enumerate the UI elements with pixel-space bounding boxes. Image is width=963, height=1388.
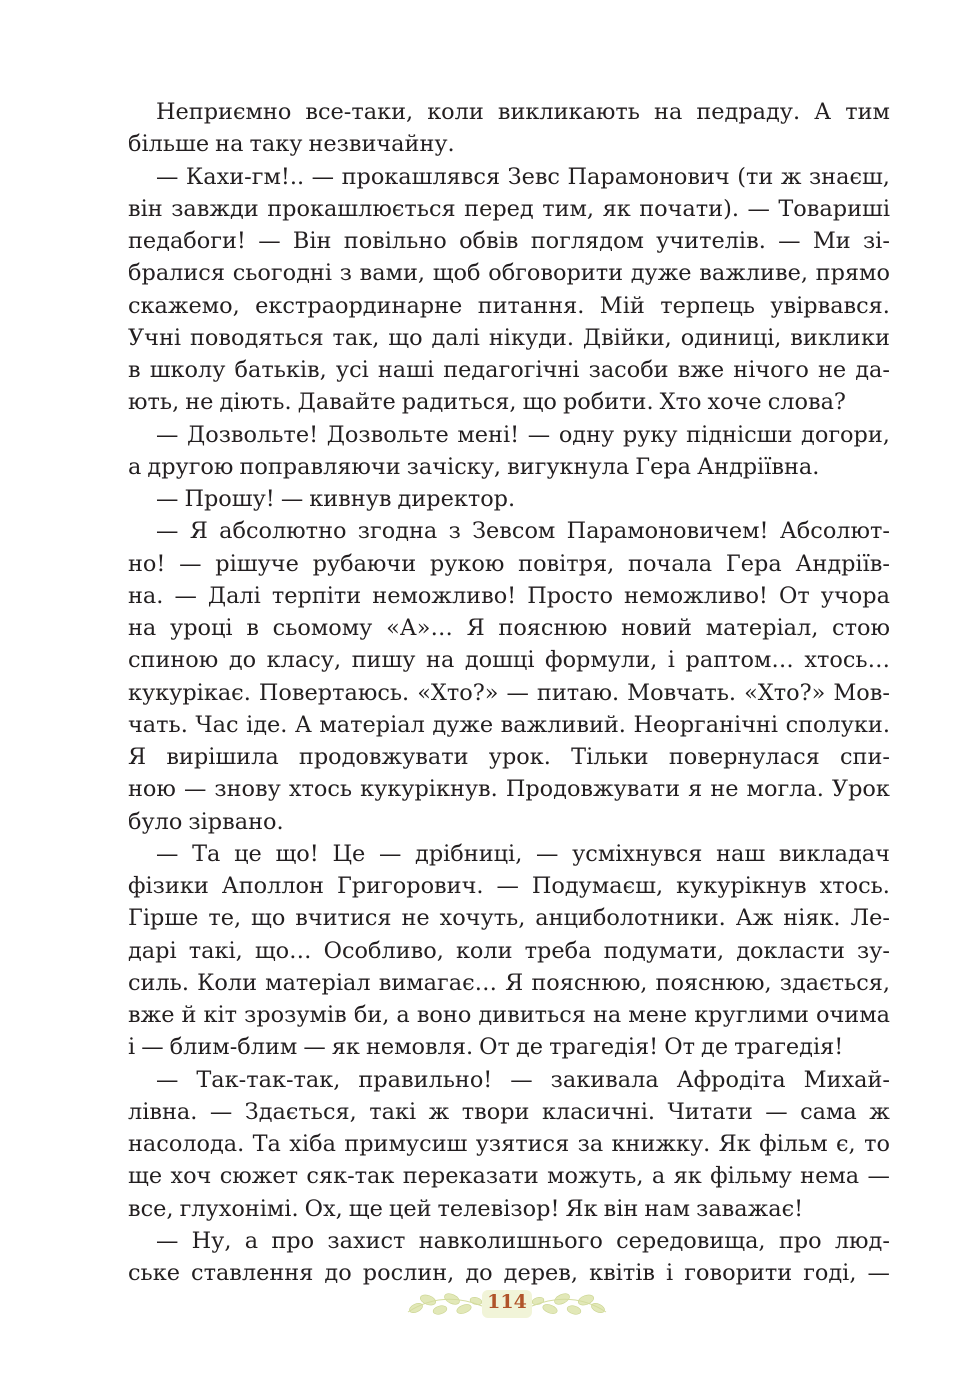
- text-line: в школу батьків, усі наші педагогічні засоби вже нічого не да-: [128, 357, 890, 383]
- text-line: педабоги! — Він повільно обвів поглядом учителів. — Ми зі-: [128, 228, 890, 254]
- text-line: силь. Коли матеріал вимагає… Я пояснюю, пояснюю, здається,: [128, 969, 890, 996]
- text-line: ське ставлення до рослин, до дерев, квітів і говорити годі, —: [128, 1260, 890, 1286]
- text-line: ною — знову хтось кукурікнув. Продовжувати я не могла. Урок: [128, 776, 890, 803]
- text-line: дарі такі, що… Особливо, коли треба подумати, докласти зу-: [128, 937, 890, 964]
- text-line: — Ну, а про захист навколишнього середовища, про люд-: [156, 1227, 890, 1254]
- text-line: на. — Далі терпіти неможливо! Просто неможливо! От учора: [128, 582, 890, 609]
- text-line: — Дозвольте! Дозвольте мені! — одну руку піднісши догори,: [156, 421, 890, 448]
- text-line: скажемо, екстраординарне питання. Мій терпець увірвався.: [128, 292, 890, 319]
- page-number: 114: [487, 1291, 527, 1313]
- text-line: Учні поводяться так, що далі нікуди. Двійки, одиниці, виклики: [128, 324, 890, 351]
- text-line: він завжди прокашлюється перед тим, як почати). — Товариші: [128, 195, 890, 222]
- text-line: — Кахи-гм!.. — прокашлявся Зевс Парамонович (ти ж знаєш,: [156, 163, 890, 190]
- text-line: — Та це що! Це — дрібниці, — усміхнувся наш викладач: [156, 840, 890, 867]
- text-line: бралися сьогодні з вами, щоб обговорити дуже важливе, прямо: [128, 260, 890, 287]
- text-line: — Так-так-так, правильно! — закивала Афродіта Михай-: [156, 1066, 890, 1093]
- text-line: кукурікає. Повертаюсь. «Хто?» — питаю. Мовчать. «Хто?» Мов-: [128, 679, 890, 706]
- text-line: Я вирішила продовжувати урок. Тільки повернулася спи-: [128, 744, 890, 770]
- text-line: насолода. Та хіба примусиш узятися за книжку. Як фільм є, то: [128, 1131, 890, 1157]
- text-line: ще хоч сюжет сяк-так переказати можуть, а як фільму нема —: [128, 1163, 890, 1190]
- text-line: но! — рішуче рубаючи рукою повітря, почала Гера Андріїв-: [128, 550, 890, 577]
- page-footer: [402, 1282, 612, 1326]
- text-line: спиною до класу, пишу на дошці формули, і раптом… хтось…: [128, 647, 890, 674]
- text-line: і — блим-блим — як немовля. От де трагедія! От де трагедія!: [128, 1034, 844, 1061]
- text-line: — Я абсолютно згодна з Зевсом Парамоновичем! Абсолют-: [156, 518, 890, 545]
- text-line: все, глухонімі. Ох, ще цей телевізор! Як він нам заважає!: [128, 1195, 804, 1222]
- page-text: [128, 96, 890, 1289]
- text-line: ють, не діють. Давайте радиться, що робити. Хто хоче слова?: [128, 389, 846, 416]
- text-line: лівна. — Здається, такі ж твори класичні. Читати — сама ж: [128, 1098, 890, 1125]
- text-line: чать. Час іде. А матеріал дуже важливий. Неорганічні сполуки.: [128, 711, 890, 738]
- text-line: було зірвано.: [128, 808, 284, 835]
- text-line: на уроці в сьомому «А»… Я пояснюю новий матеріал, стою: [128, 615, 890, 641]
- text-line: — Прошу! — кивнув директор.: [156, 486, 516, 512]
- text-line: більше на таку незвичайну.: [128, 131, 455, 158]
- text-line: фізики Аполлон Григорович. — Подумаєш, кукурікнув хтось.: [128, 873, 890, 899]
- text-line: Гірше те, що вчитися не хочуть, анциболотники. Аж ніяк. Ле-: [128, 905, 890, 932]
- text-line: вже й кіт зрозумів би, а воно дивиться на мене круглими очима: [128, 1002, 890, 1028]
- text-line: Неприємно все-таки, коли викликають на педраду. А тим: [156, 99, 890, 125]
- text-line: а другою поправляючи зачіску, вигукнула Гера Андріївна.: [128, 453, 820, 480]
